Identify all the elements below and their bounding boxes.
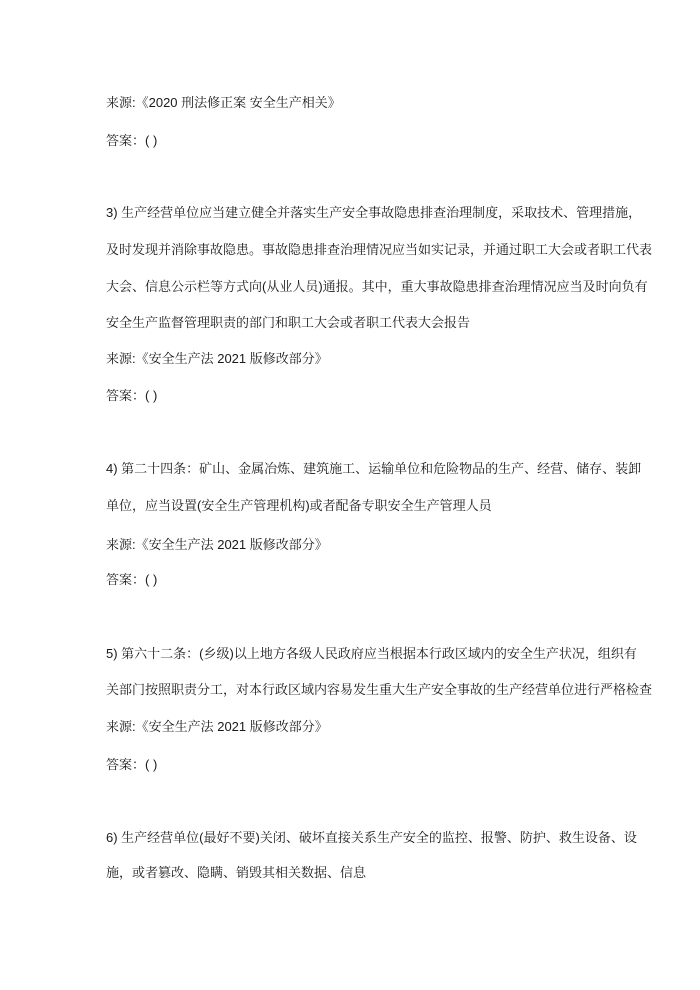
question-3-line: 3) 生产经营单位应当建立健全并落实生产安全事故隐患排查治理制度，采取技术、管理措施，: [106, 205, 642, 220]
source-line: 来源:《安全生产法 2021 版修改部分》: [106, 537, 328, 552]
question-5-line: 关部门按照职责分工，对本行政区域内容易发生重大生产安全事故的生产经营单位进行严格检查: [106, 682, 653, 697]
answer-line: 答案：( ): [106, 388, 158, 403]
source-line: 来源:《安全生产法 2021 版修改部分》: [106, 351, 328, 366]
source-line: 来源:《2020 刑法修正案 安全生产相关》: [106, 95, 341, 110]
question-3-line: 及时发现并消除事故隐患。事故隐患排查治理情况应当如实记录，并通过职工大会或者职工代表: [106, 242, 653, 257]
question-6-line: 施，或者篡改、隐瞒、销毁其相关数据、信息: [106, 865, 367, 880]
question-5-line: 5) 第六十二条：(乡级)以上地方各级人民政府应当根据本行政区域内的安全生产状况，组织有: [106, 646, 637, 661]
answer-line: 答案：( ): [106, 133, 158, 148]
question-3-line: 安全生产监督管理职责的部门和职工大会或者职工代表大会报告: [106, 315, 471, 330]
question-4-line: 单位，应当设置(安全生产管理机构)或者配备专职安全生产管理人员: [106, 498, 492, 513]
question-4-line: 4) 第二十四条：矿山、金属冶炼、建筑施工、运输单位和危险物品的生产、经营、储存、装卸: [106, 461, 642, 476]
answer-line: 答案：( ): [106, 572, 158, 587]
question-6-line: 6) 生产经营单位(最好不要)关闭、破坏直接关系生产安全的监控、报警、防护、救生设备、设: [106, 830, 637, 845]
source-line: 来源:《安全生产法 2021 版修改部分》: [106, 719, 328, 734]
question-3-line: 大会、信息公示栏等方式向(从业人员)通报。其中，重大事故隐患排查治理情况应当及时向负有: [106, 279, 648, 294]
answer-line: 答案：( ): [106, 757, 158, 772]
